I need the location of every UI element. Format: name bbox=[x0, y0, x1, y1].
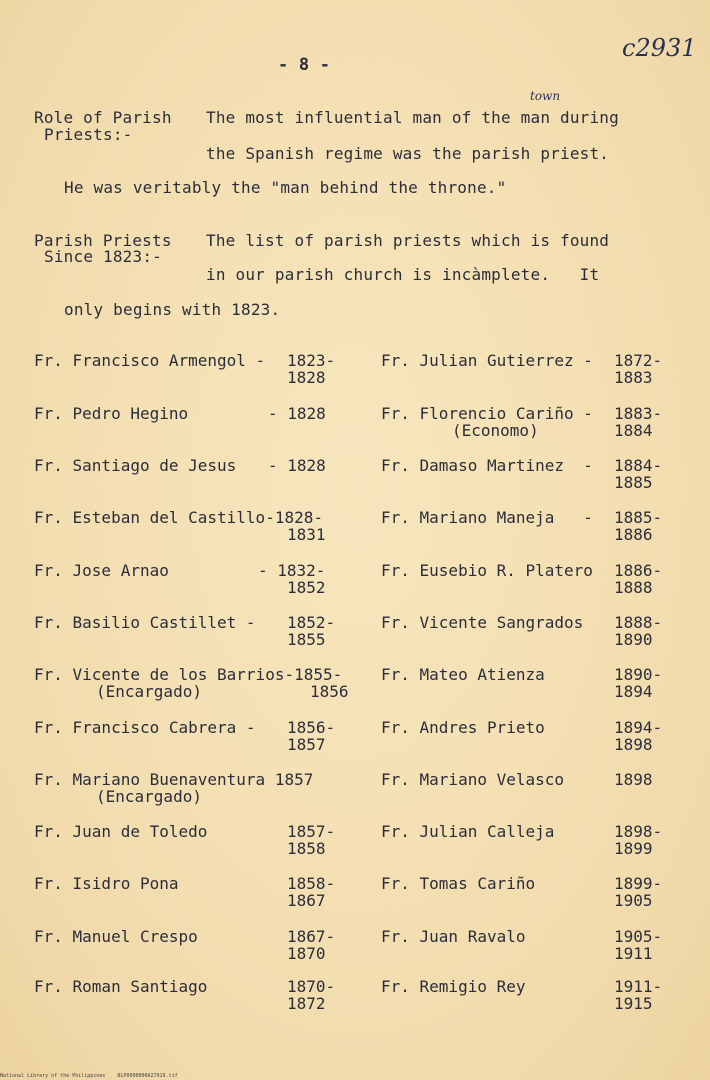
priest-name: Fr. Manuel Crespo bbox=[34, 927, 198, 946]
priest-years-start: 1856- bbox=[287, 718, 336, 737]
section1-heading-line2: Priests:- bbox=[44, 125, 133, 144]
priest-name: Fr. Juan de Toledo bbox=[34, 822, 208, 841]
priest-years-start: 1888- bbox=[614, 613, 663, 632]
priest-name: Fr. Damaso Martinez - bbox=[381, 456, 593, 475]
priest-years-start: 1898 bbox=[614, 770, 653, 789]
priest-years-end: 1828 bbox=[287, 368, 326, 387]
section2-text-line2: in our parish church is incàmplete. It bbox=[206, 265, 600, 284]
priest-name: Fr. Mateo Atienza bbox=[381, 665, 545, 684]
priest-years-end: 1911 bbox=[614, 944, 653, 963]
priest-years-start: 1823- bbox=[287, 351, 336, 370]
priest-years-end: 1867 bbox=[287, 891, 326, 910]
priest-years-start: 1894- bbox=[614, 718, 663, 737]
priest-note: (Encargado) bbox=[96, 787, 202, 806]
handwritten-insertion: town bbox=[530, 89, 561, 103]
priest-years-start: - 1828 bbox=[268, 404, 326, 423]
priest-years-start: 1883- bbox=[614, 404, 663, 423]
priest-years-end: 1886 bbox=[614, 525, 653, 544]
priest-name: Fr. Basilio Castillet - bbox=[34, 613, 256, 632]
priest-years-start: 1852- bbox=[287, 613, 336, 632]
priest-years-end: 1883 bbox=[614, 368, 653, 387]
priest-years-end: 1890 bbox=[614, 630, 653, 649]
priest-name: Fr. Roman Santiago bbox=[34, 977, 208, 996]
priest-years-end: 1905 bbox=[614, 891, 653, 910]
priest-years-end: 1872 bbox=[287, 994, 326, 1013]
priest-years-end: 1894 bbox=[614, 682, 653, 701]
section1-text-line3: He was veritably the "man behind the throne." bbox=[64, 178, 507, 197]
section1-text-line2: the Spanish regime was the parish priest. bbox=[206, 144, 610, 163]
priest-years-end: 1831 bbox=[287, 525, 326, 544]
priest-years-end: 1888 bbox=[614, 578, 653, 597]
section1-heading-line1: Role of Parish bbox=[34, 108, 172, 127]
priest-name: Fr. Isidro Pona bbox=[34, 874, 179, 893]
priest-years-end: 1899 bbox=[614, 839, 653, 858]
priest-name: Fr. Mariano Buenaventura 1857 bbox=[34, 770, 314, 789]
priest-years-end: 1855 bbox=[287, 630, 326, 649]
priest-name: Fr. Jose Arnao bbox=[34, 561, 169, 580]
priest-name: Fr. Eusebio R. Platero bbox=[381, 561, 593, 580]
priest-name: Fr. Julian Calleja bbox=[381, 822, 555, 841]
page-number: - 8 - bbox=[278, 55, 331, 75]
priest-years-end: 1915 bbox=[614, 994, 653, 1013]
priest-name: Fr. Mariano Velasco bbox=[381, 770, 565, 789]
priest-name: Fr. Vicente de los Barrios-1855- bbox=[34, 665, 343, 684]
priest-name: Fr. Francisco Cabrera - bbox=[34, 718, 256, 737]
priest-years-start: 1899- bbox=[614, 874, 663, 893]
priest-years-start: 1886- bbox=[614, 561, 663, 580]
priest-years-start: 1898- bbox=[614, 822, 663, 841]
priest-years-start: 1890- bbox=[614, 665, 663, 684]
priest-name: Fr. Pedro Hegino bbox=[34, 404, 189, 423]
priest-years-start: 1884- bbox=[614, 456, 663, 475]
priest-name: Fr. Remigio Rey bbox=[381, 977, 526, 996]
priest-years-start: - 1832- bbox=[258, 561, 326, 580]
priest-name: Fr. Mariano Maneja - bbox=[381, 508, 593, 527]
section1-text-line1: The most influential man of the man during bbox=[206, 108, 619, 127]
priest-years-end: 1885 bbox=[614, 473, 653, 492]
priest-years-end: 1856 bbox=[310, 682, 349, 701]
priest-years-start: 1872- bbox=[614, 351, 663, 370]
priest-name: Fr. Julian Gutierrez - bbox=[381, 351, 593, 370]
priest-name: Fr. Esteban del Castillo-1828- bbox=[34, 508, 323, 527]
priest-note: (Economo) bbox=[452, 421, 539, 440]
priest-years-start: 1867- bbox=[287, 927, 336, 946]
priest-years-end: 1852 bbox=[287, 578, 326, 597]
priest-years-start: 1857- bbox=[287, 822, 336, 841]
priest-years-end: 1884 bbox=[614, 421, 653, 440]
handwritten-catalog-number: c2931 bbox=[622, 34, 697, 62]
priest-years-start: - 1828 bbox=[268, 456, 326, 475]
priest-years-end: 1858 bbox=[287, 839, 326, 858]
section2-text-line3: only begins with 1823. bbox=[64, 300, 281, 319]
section2-text-line1: The list of parish priests which is found bbox=[206, 231, 610, 250]
priest-name: Fr. Vicente Sangrados bbox=[381, 613, 584, 632]
priest-note: (Encargado) bbox=[96, 682, 202, 701]
priest-name: Fr. Juan Ravalo bbox=[381, 927, 526, 946]
priest-name: Fr. Tomas Cariño bbox=[381, 874, 536, 893]
priest-years-start: 1870- bbox=[287, 977, 336, 996]
priest-years-end: 1870 bbox=[287, 944, 326, 963]
priest-name: Fr. Santiago de Jesus bbox=[34, 456, 237, 475]
scan-footer: National Library of the Philippines BLP0000000A27019.tif bbox=[0, 1073, 178, 1079]
priest-years-end: 1857 bbox=[287, 735, 326, 754]
priest-years-end: 1898 bbox=[614, 735, 653, 754]
priest-years-start: 1911- bbox=[614, 977, 663, 996]
priest-years-start: 1858- bbox=[287, 874, 336, 893]
priest-name: Fr. Florencio Cariño - bbox=[381, 404, 593, 423]
priest-years-start: 1905- bbox=[614, 927, 663, 946]
priest-name: Fr. Andres Prieto bbox=[381, 718, 545, 737]
section2-heading-line2: Since 1823:- bbox=[44, 247, 162, 266]
priest-name: Fr. Francisco Armengol - bbox=[34, 351, 266, 370]
section2-heading-line1: Parish Priests bbox=[34, 231, 172, 250]
priest-years-start: 1885- bbox=[614, 508, 663, 527]
